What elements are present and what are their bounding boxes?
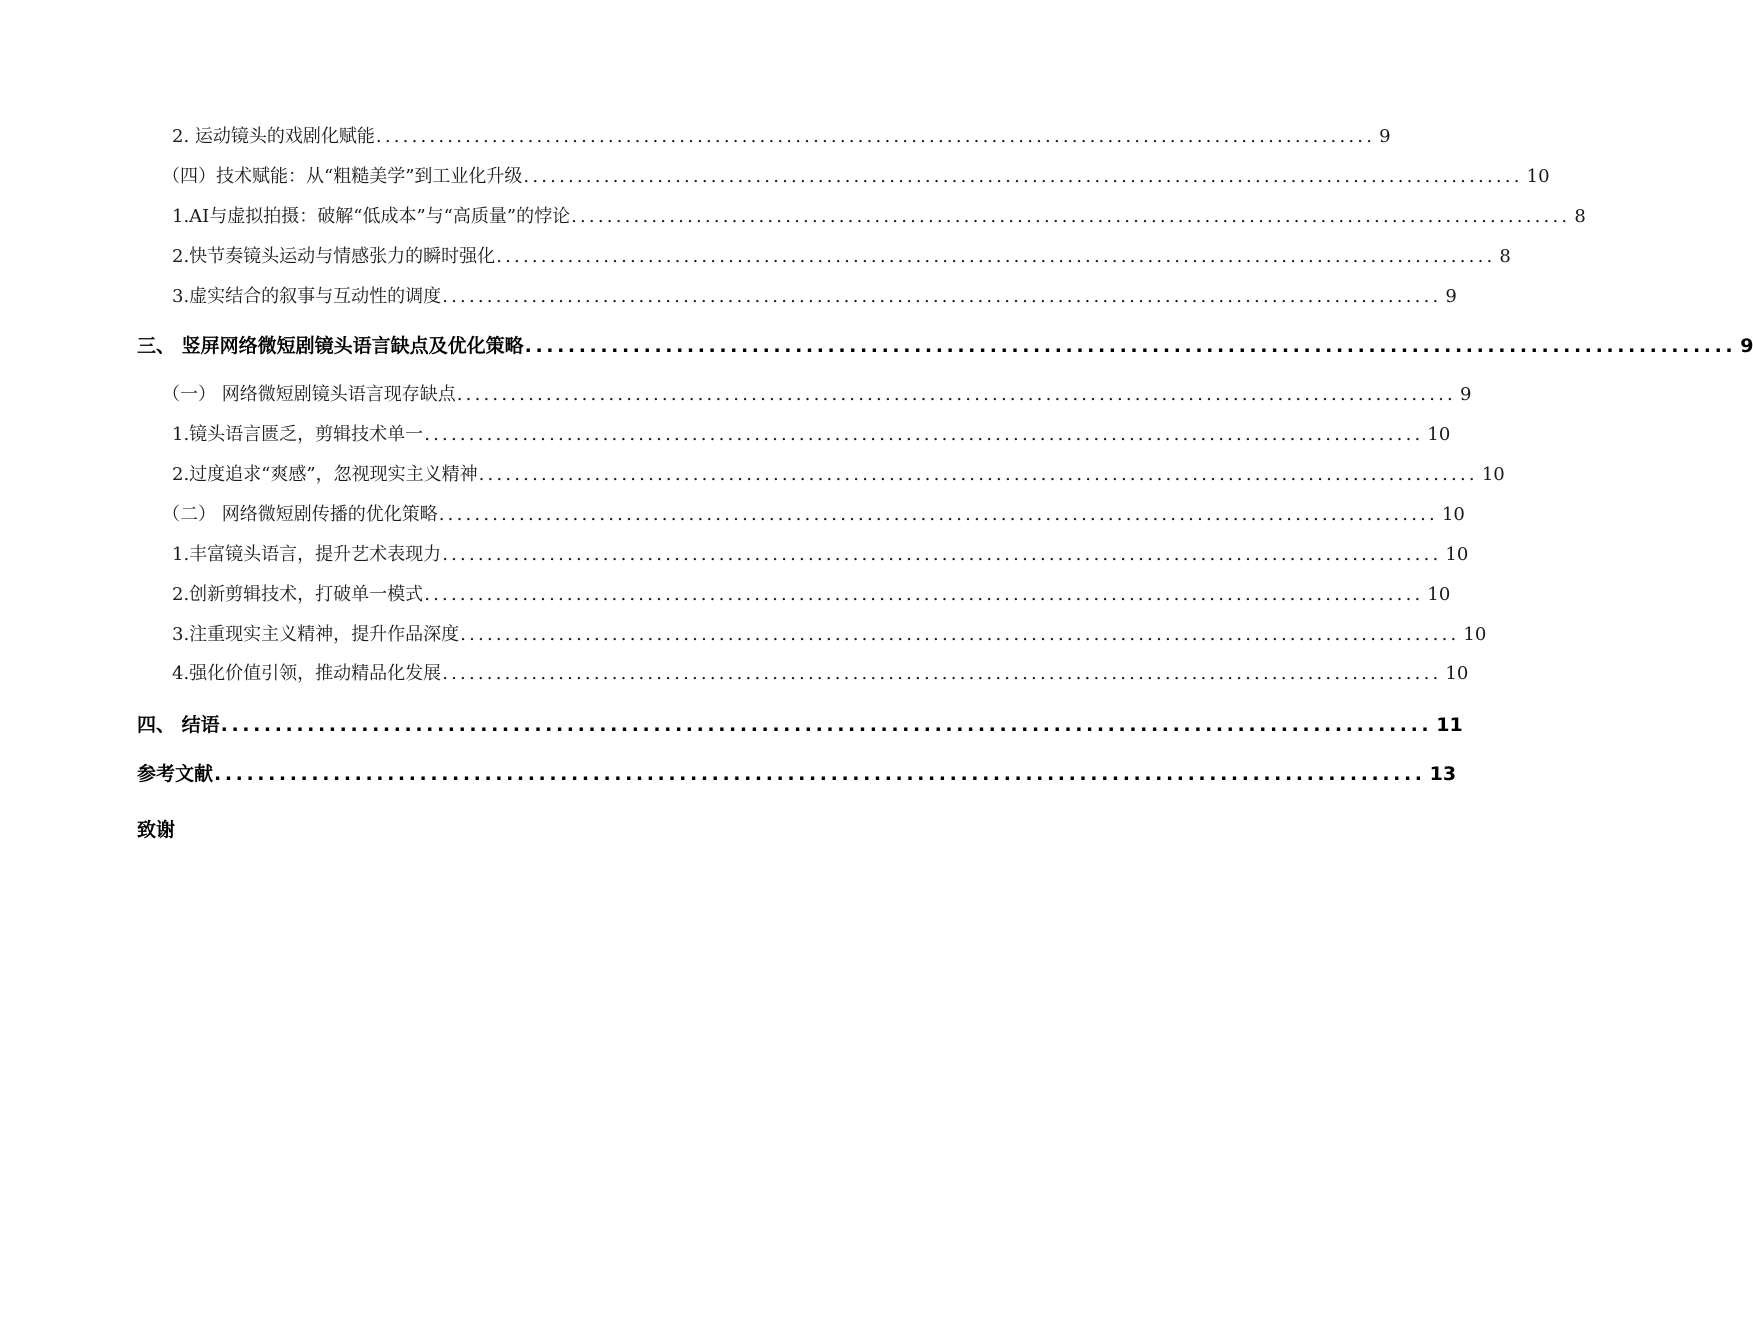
toc-leader-dots: ................................................................................................................ [438,504,1438,525]
toc-entry-label: （四）技术赋能：从“粗糙美学”到工业化升级 [162,166,523,187]
toc-leader-dots: ................................................................................................................ [456,384,1456,405]
toc-entry-label: 2. 运动镜头的戏剧化赋能 [172,126,375,147]
toc-leader-dots: ................................................................................................................ [424,584,1424,605]
toc-entry-label: 3.虚实结合的叙事与互动性的调度 [172,286,442,307]
toc-entry[interactable] [172,242,1511,268]
toc-page-number: 13 [1429,763,1457,785]
toc-page-number: 11 [1436,714,1463,736]
toc-page-number: 10 [1445,544,1469,565]
toc-leader-dots: ................................................................................................................ [375,126,1376,147]
toc-entry-label: 三、 竖屏网络微短剧镜头语言缺点及优化策略 [137,335,524,357]
toc-leader-dots: ................................................................................................................ [524,335,1737,357]
toc-entry[interactable] [172,420,1451,446]
toc-chapter-entry[interactable] [137,815,337,842]
toc-entry-label: 四、 结语 [137,714,220,736]
toc-leader-dots: ................................................................................................................ [496,246,1496,267]
toc-entry-label: （二） 网络微短剧传播的优化策略 [162,504,438,525]
toc-entry-label: 1.丰富镜头语言，提升艺术表现力 [172,544,442,565]
toc-entry[interactable] [172,620,1487,646]
toc-page-number: 9 [1379,126,1391,147]
toc-leader-dots: ................................................................................................................ [220,714,1433,736]
toc-entry[interactable] [162,500,1465,526]
toc-page-number: 9 [1459,384,1472,405]
toc-leader-dots: ................................................................................................................ [442,663,1442,684]
toc-leader-dots: ................................................................................................................ [424,424,1424,445]
toc-chapter-entry[interactable] [137,710,1463,737]
toc-leader-dots: ................................................................................................................ [460,624,1460,645]
toc-page-number: 10 [1445,663,1469,684]
toc-entry-label: 3.注重现实主义精神，提升作品深度 [172,624,460,645]
toc-leader-dots: ................................................................................................................ [571,206,1571,227]
toc-page-number: 10 [1526,166,1550,187]
toc-entry-label: 1.镜头语言匮乏，剪辑技术单一 [172,424,424,445]
toc-entry[interactable] [172,659,1469,685]
toc-entry[interactable] [172,122,1391,148]
toc-entry-label: 2.创新剪辑技术，打破单一模式 [172,584,424,605]
toc-entry-label: 2.快节奏镜头运动与情感张力的瞬时强化 [172,246,496,267]
toc-entry[interactable] [172,540,1469,566]
toc-entry-label: （一） 网络微短剧镜头语言现存缺点 [162,384,456,405]
toc-chapter-entry[interactable] [137,331,1753,358]
toc-page-number: 10 [1427,584,1451,605]
toc-entry[interactable] [172,202,1586,228]
toc-entry[interactable] [162,380,1472,406]
toc-page-number: 10 [1427,424,1451,445]
toc-entry[interactable] [162,162,1550,188]
toc-leader-dots: ................................................................................................................ [523,166,1523,187]
toc-entry[interactable] [172,580,1451,606]
toc-page-number: 10 [1481,464,1505,485]
toc-entry-label: 2.过度追求“爽感”，忽视现实主义精神 [172,464,478,485]
toc-entry-label: 致谢 [137,819,176,841]
toc-page-number: 10 [1463,624,1487,645]
toc-leader-dots: ................................................................................................................ [478,464,1478,485]
toc-page-number: 8 [1574,206,1586,227]
toc-entry[interactable] [172,460,1505,486]
toc-leader-dots: ................................................................................................................ [214,763,1426,785]
toc-entry[interactable] [172,282,1457,308]
toc-page-number: 10 [1441,504,1465,525]
toc-leader-dots: ................................................................................................................ [442,544,1442,565]
toc-page-number: 8 [1499,246,1511,267]
toc-entry-label: 4.强化价值引领，推动精品化发展 [172,663,442,684]
toc-page-number: 9 [1740,335,1753,357]
toc-chapter-entry[interactable] [137,759,1457,786]
toc-entry-label: 参考文献 [137,763,214,785]
toc-page-number: 9 [1445,286,1457,307]
toc-entry-label: 1.AI与虚拟拍摄：破解“低成本”与“高质量”的悖论 [172,206,571,227]
toc-leader-dots: ................................................................................................................ [442,286,1442,307]
